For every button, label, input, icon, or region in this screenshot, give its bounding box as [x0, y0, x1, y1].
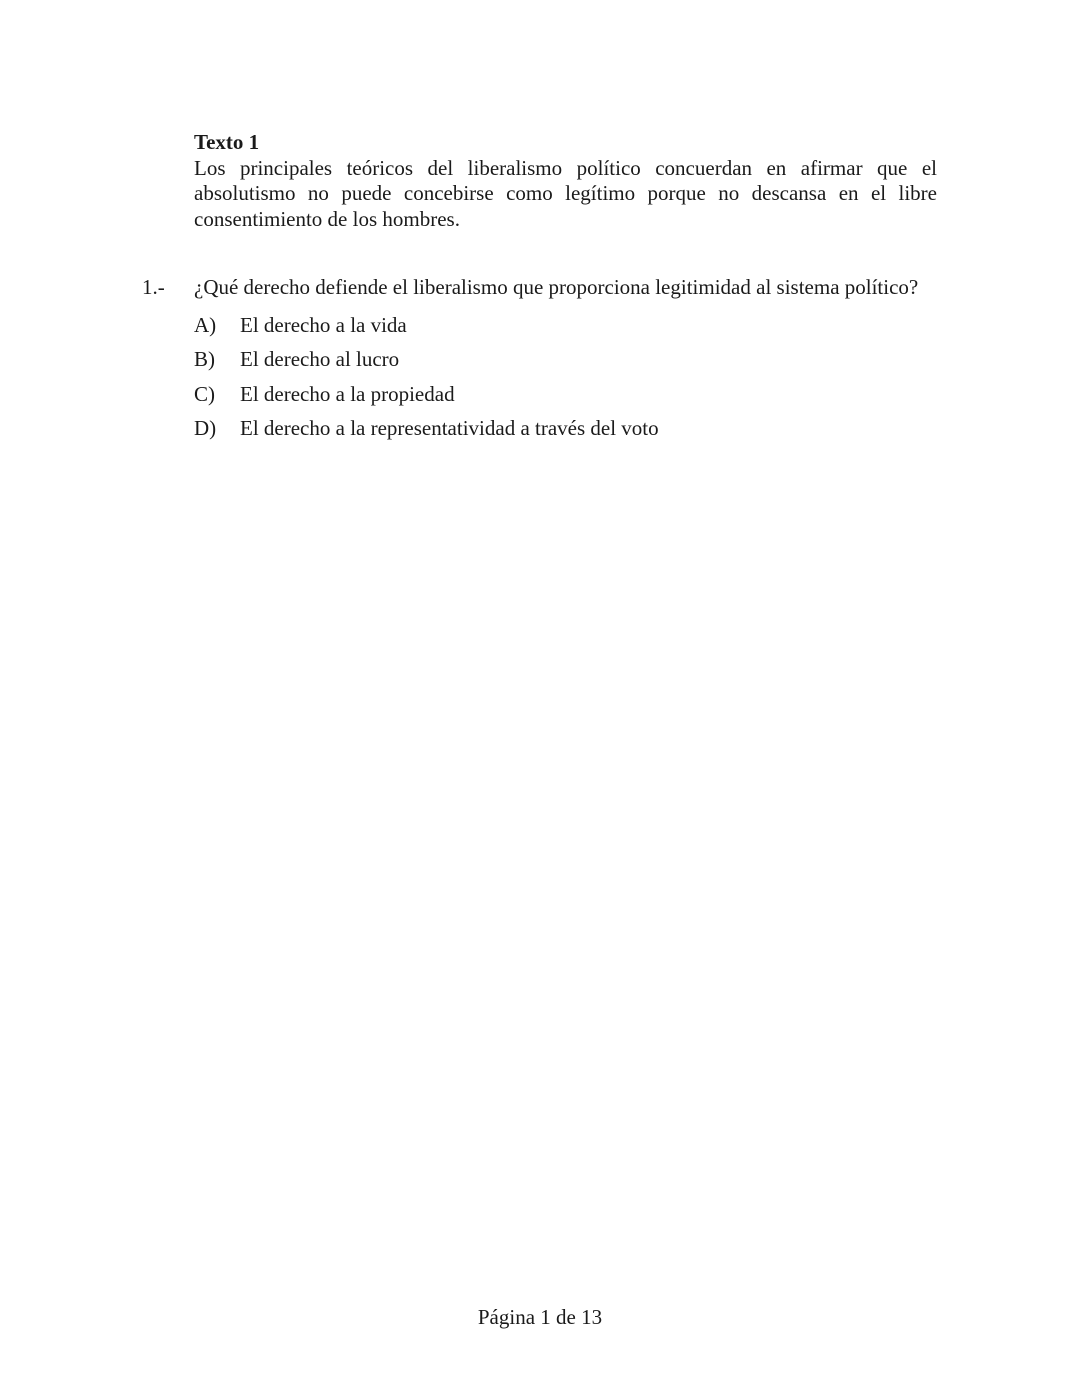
option-b[interactable] [194, 347, 937, 382]
option-letter: C) [194, 381, 215, 406]
option-a[interactable] [194, 313, 937, 348]
passage-title: Texto 1 [194, 130, 260, 154]
option-text: El derecho a la propiedad [240, 381, 455, 406]
option-letter: D) [194, 416, 217, 440]
question-number: 1.- [142, 275, 165, 299]
option-text: El derecho a la representatividad a través del voto [240, 416, 659, 440]
option-text: El derecho a la vida [240, 312, 407, 337]
passage-body: Los principales teóricos del liberalismo político concuerdan en afirmar que el absolutismo no puede concebirse como legítimo porque no descansa en el libre consentimiento de los hombres. [194, 155, 937, 231]
reading-passage [194, 130, 937, 232]
question-1 [142, 275, 937, 451]
option-c[interactable] [194, 382, 937, 417]
option-letter: A) [194, 312, 217, 337]
page-number: Página 1 de 13 [477, 1305, 603, 1329]
option-d[interactable] [194, 416, 937, 451]
option-letter: B) [194, 347, 215, 371]
question-text: ¿Qué derecho defiende el liberalismo que proporciona legitimidad al sistema político? [194, 275, 919, 299]
answer-options [194, 313, 937, 451]
option-text: El derecho al lucro [240, 347, 400, 371]
